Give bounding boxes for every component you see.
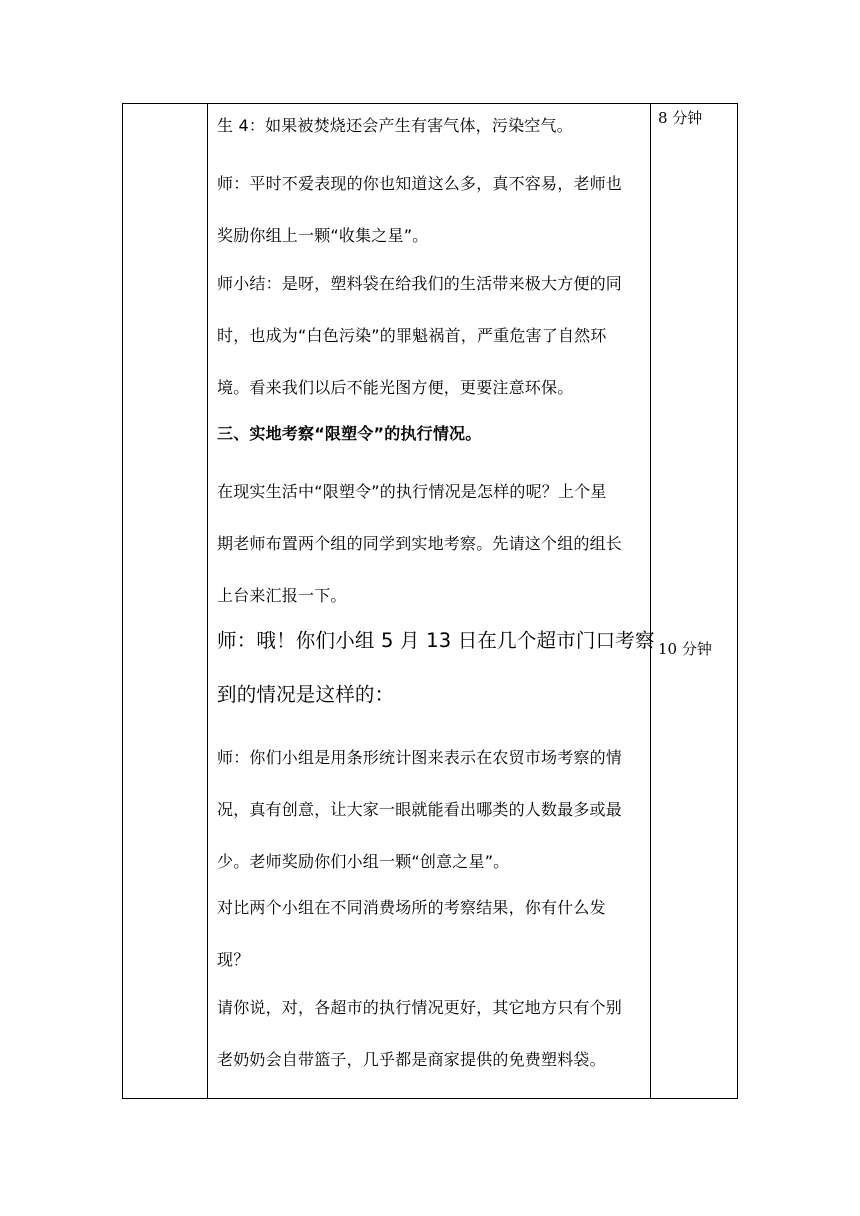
paragraph-compare-question	[217, 882, 647, 986]
text-line: 现？	[217, 950, 250, 969]
text-line: 况，真有创意，让大家一眼就能看出哪类的人数最多或最	[217, 800, 623, 819]
text-line: 奖励你组上一颗“收集之星”。	[217, 226, 429, 245]
text-line: 上台来汇报一下。	[217, 586, 347, 605]
text-line: 师小结：是呀，塑料袋在给我们的生活带来极大方便的同	[217, 274, 623, 293]
text-line: 请你说，对，各超市的执行情况更好，其它地方只有个别	[217, 998, 623, 1017]
text-line: 时，也成为“白色污染”的罪魁祸首，严重危害了自然环	[217, 326, 607, 345]
text-line: 师：你们小组是用条形统计图来表示在农贸市场考察的情	[217, 748, 623, 767]
text-line: 到的情况是这样的：	[217, 683, 395, 706]
paragraph-teacher-summary	[217, 258, 647, 414]
lesson-content-cell	[208, 104, 655, 1098]
text-line: 老奶奶会自带篮子，几乎都是商家提供的免费塑料袋。	[217, 1050, 606, 1069]
lesson-plan-table	[122, 103, 738, 1099]
text-line: 生 4：如果被焚烧还会产生有害气体，污染空气。	[217, 116, 573, 135]
text-line: 师：哦！你们小组 5 月 13 日在几个超市门口考察	[217, 629, 655, 652]
section-heading-field-survey	[217, 408, 647, 460]
text-line: 三、实地考察“限塑令”的执行情况。	[217, 424, 482, 443]
text-line: 少。老师奖励你们小组一颗“创意之星”。	[217, 852, 510, 871]
time-label-10-min: 10 分钟	[658, 640, 712, 658]
table-column-divider-right	[650, 104, 651, 1098]
text-line: 在现实生活中“限塑令”的执行情况是怎样的呢？上个星	[217, 482, 607, 501]
paragraph-student-4	[217, 100, 647, 152]
paragraph-conclusion	[217, 982, 647, 1086]
text-line: 境。看来我们以后不能光图方便，更要注意环保。	[217, 378, 574, 397]
paragraph-supermarket-report	[217, 614, 655, 722]
time-label-8-min: 8 分钟	[658, 109, 703, 127]
paragraph-teacher-praise	[217, 158, 647, 262]
paragraph-bar-chart-praise	[217, 732, 647, 888]
text-line: 期老师布置两个组的同学到实地考察。先请这个组的组长	[217, 534, 623, 553]
paragraph-survey-intro	[217, 466, 647, 622]
text-line: 对比两个小组在不同消费场所的考察结果，你有什么发	[217, 898, 606, 917]
text-line: 师：平时不爱表现的你也知道这么多，真不容易，老师也	[217, 174, 623, 193]
